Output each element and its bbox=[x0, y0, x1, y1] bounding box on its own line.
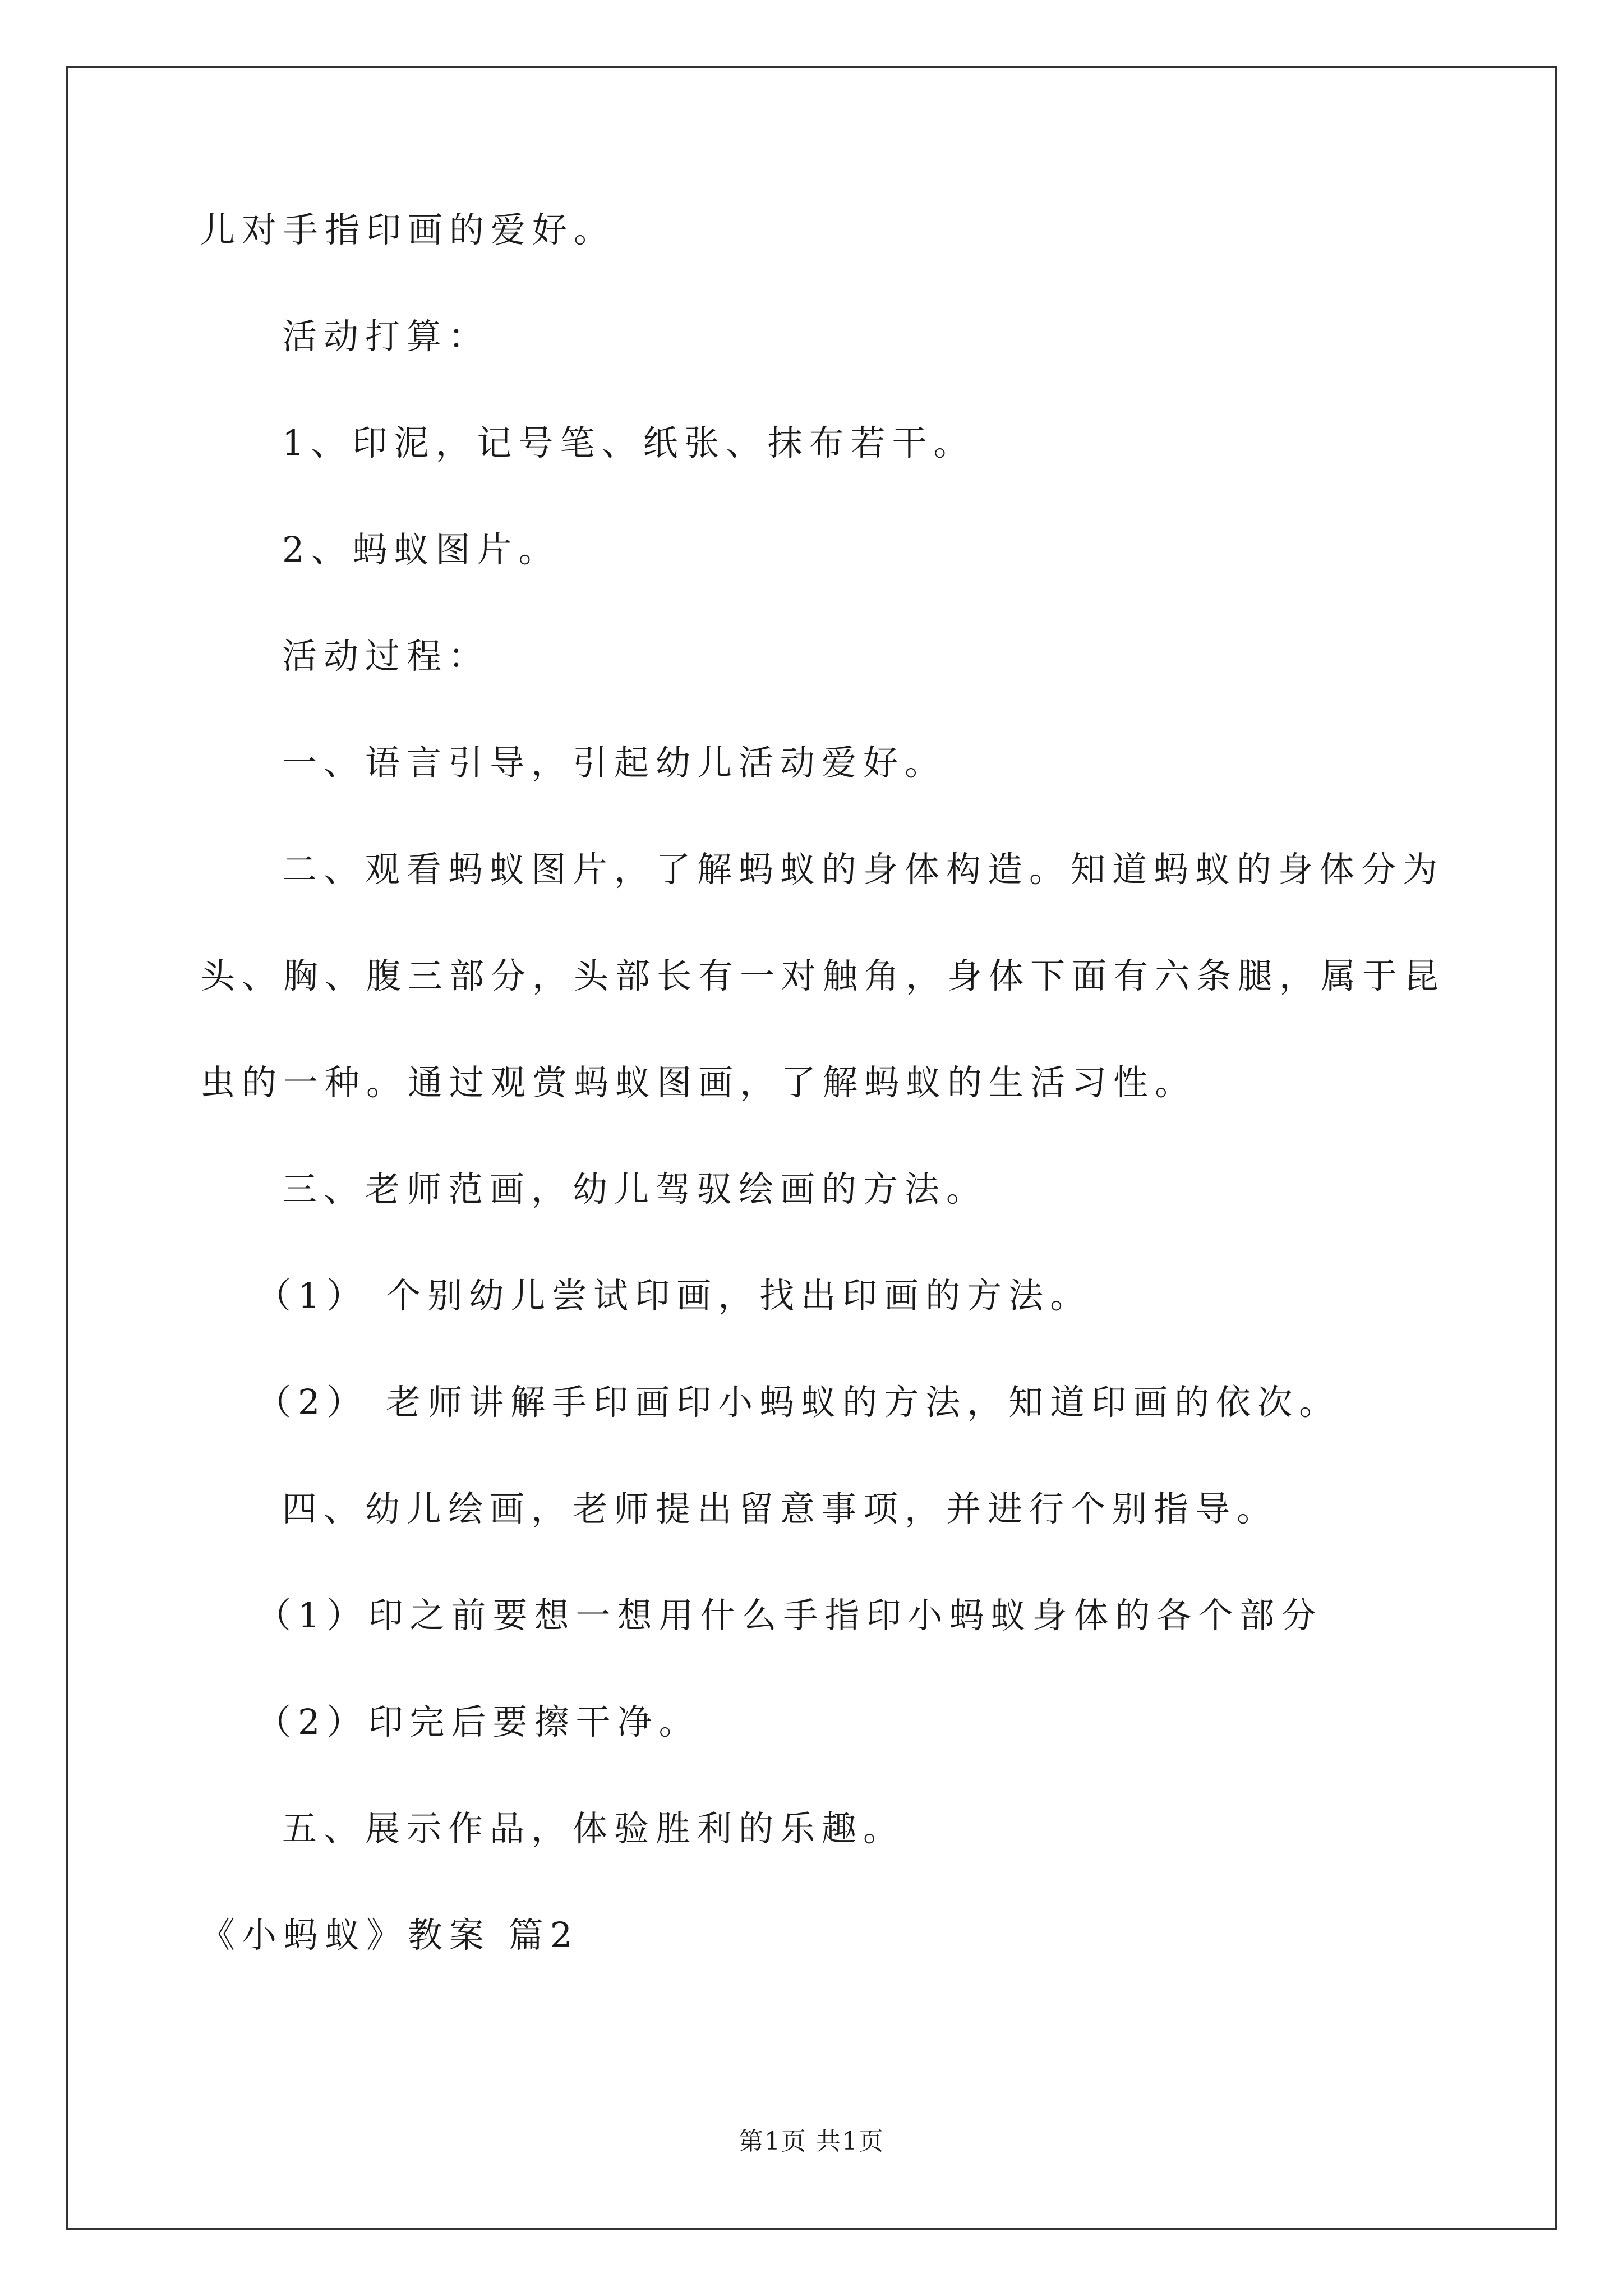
page-border bbox=[66, 66, 1557, 2230]
document-subtitle: 《小蚂蚁》教案 篇2 bbox=[200, 1915, 579, 1955]
step-item: 三、老师范画，幼儿驾驭绘画的方法。 bbox=[282, 1168, 988, 1209]
sub-step-item: （2） 老师讲解手印画印小蚂蚁的方法，知道印画的依次。 bbox=[256, 1382, 1341, 1423]
step-item: 一、语言引导，引起幼儿活动爱好。 bbox=[282, 742, 947, 783]
sub-step-item: （2）印完后要擦干净。 bbox=[256, 1701, 700, 1742]
step-item: 四、幼儿绘画，老师提出留意事项，并进行个别指导。 bbox=[282, 1488, 1279, 1529]
step-item: 二、观看蚂蚁图片，了解蚂蚁的身体构造。知道蚂蚁的身体分为 bbox=[282, 849, 1445, 890]
sub-step-item: （1） 个别幼儿尝试印画，找出印画的方法。 bbox=[256, 1275, 1092, 1316]
sub-step-item: （1）印之前要想一想用什么手指印小蚂蚁身体的各个部分 bbox=[256, 1595, 1323, 1636]
list-item: 2、蚂蚁图片。 bbox=[282, 529, 560, 570]
step-item: 五、展示作品，体验胜利的乐趣。 bbox=[282, 1808, 905, 1849]
paragraph-line: 儿对手指印画的爱好。 bbox=[200, 209, 616, 250]
page-number-footer: 第1页 共1页 bbox=[739, 2127, 884, 2156]
paragraph-line: 头、胸、腹三部分，头部长有一对触角，身体下面有六条腿，属于昆 bbox=[200, 955, 1446, 996]
section-heading: 活动打算： bbox=[282, 316, 490, 357]
paragraph-line: 虫的一种。通过观赏蚂蚁图画，了解蚂蚁的生活习性。 bbox=[200, 1062, 1197, 1103]
list-item: 1、印泥，记号笔、纸张、抹布若干。 bbox=[282, 422, 975, 463]
section-heading: 活动过程： bbox=[282, 636, 490, 677]
